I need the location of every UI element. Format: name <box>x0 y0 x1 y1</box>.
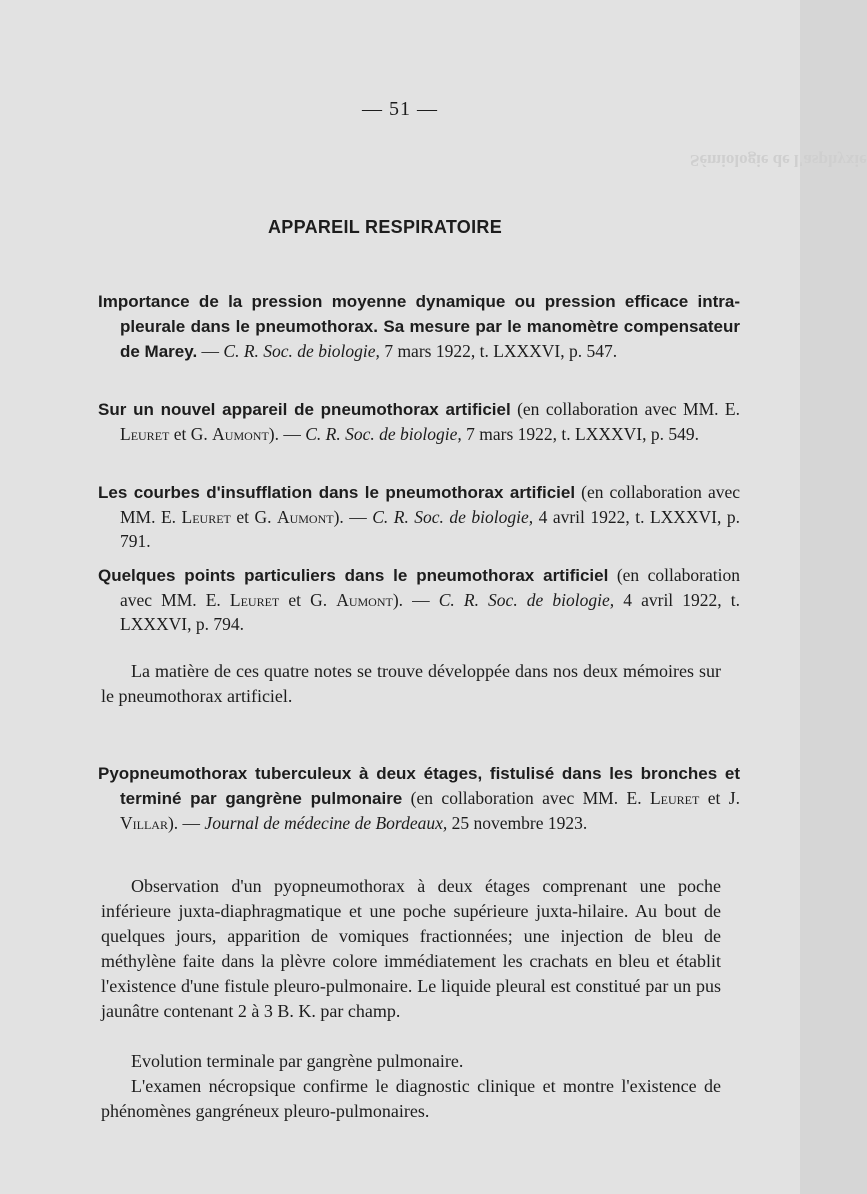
entry-author: Leuret <box>120 424 170 444</box>
entry-author: Aumont <box>336 590 393 610</box>
entry-collaboration: (en collaboration avec MM. E. <box>120 482 740 527</box>
entry-collaboration: ). — <box>268 424 306 444</box>
page-number: — 51 — <box>362 98 438 120</box>
bleed-through-text: Sémiologie de l'asphyxie <box>690 151 867 170</box>
entry-collaboration: ). — <box>333 507 373 527</box>
entry-journal: C. R. Soc. de biologie, <box>305 424 462 444</box>
observation-paragraph: Evolution terminale par gangrène pulmonaire. <box>131 1051 464 1071</box>
entry-collaboration: et G. <box>279 590 337 610</box>
entry-author: Leuret <box>649 788 700 808</box>
entry-collaboration: ). — <box>167 813 205 833</box>
entry-collaboration: et J. <box>699 788 740 808</box>
observation-paragraph: L'examen nécropsique confirme le diagnostic clinique et montre l'existence de phénomènes gangréneux pleuro-pulmonaires. <box>101 1076 721 1121</box>
entry-collaboration: et G. <box>230 507 277 527</box>
entry-details: 7 mars 1922, t. LXXXVI, p. 549. <box>461 424 699 444</box>
entry-separator: — <box>197 341 224 361</box>
note-paragraph: La matière de ces quatre notes se trouve développée dans nos deux mémoires sur le pneumothorax artificiel. <box>101 661 721 706</box>
entry-author: Leuret <box>181 507 231 527</box>
bibliography-entry <box>98 289 740 364</box>
entry-collaboration: (en collaboration avec MM. E. <box>510 399 740 419</box>
entry-journal: C. R. Soc. de biologie, <box>372 507 534 527</box>
entry-title: Importance de la pression moyenne dynamique ou pression efficace intra-pleurale dans le pneumothorax. Sa mesure par le manomètre compensateur de Marey. <box>98 292 740 361</box>
entry-title: Sur un nouvel appareil de pneumothorax artificiel <box>98 400 511 419</box>
entry-details: 25 novembre 1923. <box>447 813 588 833</box>
bibliography-entry <box>98 480 740 553</box>
entry-collaboration: ). — <box>392 590 439 610</box>
entry-journal: C. R. Soc. de biologie, <box>438 590 615 610</box>
bibliography-entry <box>98 563 740 636</box>
section-title: APPAREIL RESPIRATOIRE <box>268 217 503 237</box>
entry-journal: Journal de médecine de Bordeaux, <box>204 813 448 833</box>
entry-details: 7 mars 1922, t. LXXXVI, p. 547. <box>379 341 618 361</box>
bibliography-entry <box>98 397 740 446</box>
bibliography-entry <box>98 761 740 835</box>
entry-collaboration: (en collaboration avec MM. E. <box>120 565 740 610</box>
entry-title: Quelques points particuliers dans le pneumothorax artificiel <box>98 566 609 585</box>
entry-author: Villar <box>120 813 168 833</box>
entry-collaboration: et G. <box>169 424 213 444</box>
entry-title: Les courbes d'insufflation dans le pneumothorax artificiel <box>98 483 576 502</box>
entry-title: Pyopneumothorax tuberculeux à deux étages, fistulisé dans les bronches et terminé par gangrène pulmonaire <box>98 764 740 808</box>
entry-journal: C. R. Soc. de biologie, <box>223 341 380 361</box>
entry-author: Aumont <box>276 507 334 527</box>
entry-details: 4 avril 1922, t. LXXXVI, p. 794. <box>120 590 740 634</box>
entry-author: Aumont <box>212 424 269 444</box>
entry-details: 4 avril 1922, t. LXXXVI, p. 791. <box>120 507 740 551</box>
observation-paragraph: Observation d'un pyopneumothorax à deux étages comprenant une poche inférieure juxta-diaphragmatique et une poche supérieure juxta-hilaire. Au bout de quelques jours, apparition de vomiques fractionnées; une injection de bleu de méthylène faite dans la plèvre colore immédiatement les crachats en bleu et établit l'existence d'une fistule pleuro-pulmonaire. Le liquide pleural est constitué par un pus jaunâtre contenant 2 à 3 B. K. par champ. <box>101 876 721 1021</box>
entry-author: Leuret <box>229 590 280 610</box>
entry-collaboration: (en collaboration avec MM. E. <box>402 788 650 808</box>
